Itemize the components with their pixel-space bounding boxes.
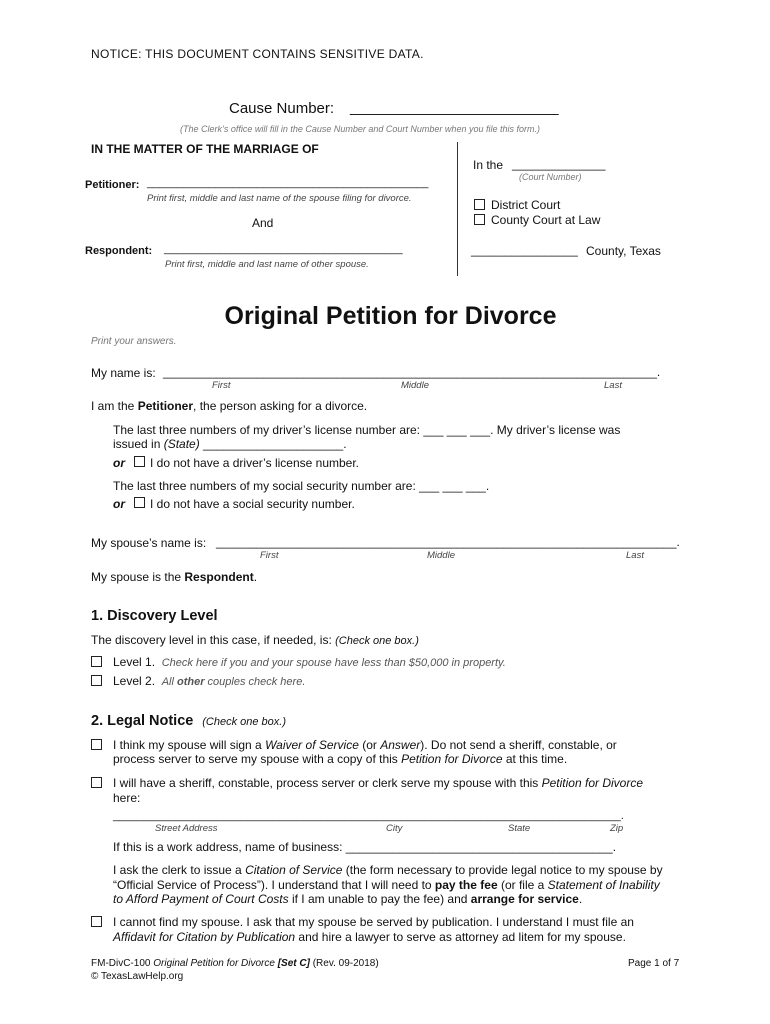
my-name-middle-hint: Middle bbox=[401, 380, 429, 391]
section-2-heading: 2. Legal Notice (Check one box.) bbox=[91, 713, 286, 729]
level-1-checkbox[interactable] bbox=[91, 656, 102, 667]
no-license-label: I do not have a driver’s license number. bbox=[150, 456, 360, 470]
court-number-field[interactable]: ______________ bbox=[512, 157, 606, 171]
serve-option-line-1: I will have a sheriff, constable, process server or clerk serve my spouse with this Petition for Divorce bbox=[113, 776, 643, 790]
form-id: FM-DivC-100 Original Petition for Divorce [Set C] (Rev. 09-2018) bbox=[91, 958, 379, 969]
waiver-checkbox[interactable] bbox=[91, 739, 102, 750]
street-address-hint: Street Address bbox=[155, 823, 218, 834]
serve-spouse-checkbox[interactable] bbox=[91, 777, 102, 788]
and-label: And bbox=[252, 216, 274, 230]
waiver-option-line-1: I think my spouse will sign a Waiver of Service (or Answer). Do not send a sheriff, constable, or bbox=[113, 738, 617, 752]
license-number-line: The last three numbers of my driver’s license number are: ___ ___ ___. My driver’s license was bbox=[113, 423, 621, 437]
respondent-hint: Print first, middle and last name of other spouse. bbox=[165, 259, 369, 270]
my-name-field[interactable]: __________________________________________________________________________. bbox=[163, 365, 661, 379]
serve-option-line-2: here: bbox=[113, 791, 141, 805]
spouse-first-hint: First bbox=[260, 550, 279, 561]
publication-option-line-2: Affidavit for Citation by Publication and hire a lawyer to serve as attorney ad litem for my spouse. bbox=[113, 930, 626, 944]
cause-number-label: Cause Number: bbox=[229, 100, 335, 117]
business-name-field[interactable]: ________________________________________. bbox=[345, 840, 617, 854]
spouse-name-field[interactable]: _____________________________________________________________________. bbox=[216, 535, 680, 549]
petitioner-name-field[interactable]: ______________________________________________ bbox=[147, 177, 429, 189]
level-1-option: Level 1. Check here if you and your spouse have less than $50,000 in property. bbox=[113, 655, 506, 669]
respondent-statement: My spouse is the Respondent. bbox=[91, 570, 258, 584]
cause-number-field[interactable]: _________________________ bbox=[350, 99, 559, 116]
no-ssn-checkbox[interactable] bbox=[134, 497, 145, 508]
matter-heading: IN THE MATTER OF THE MARRIAGE OF bbox=[91, 142, 319, 156]
discovery-intro: The discovery level in this case, if needed, is: (Check one box.) bbox=[91, 633, 419, 647]
county-court-checkbox[interactable] bbox=[474, 214, 485, 225]
respondent-label: Respondent: bbox=[85, 245, 153, 257]
work-address-line: If this is a work address, name of business: ________________________________________. bbox=[113, 840, 617, 854]
no-ssn-label: I do not have a social security number. bbox=[150, 497, 355, 511]
section-1-heading: 1. Discovery Level bbox=[91, 608, 218, 624]
district-court-checkbox[interactable] bbox=[474, 199, 485, 210]
state-hint: State bbox=[508, 823, 531, 834]
county-texas-label: County, Texas bbox=[586, 244, 661, 258]
page-title: Original Petition for Divorce bbox=[224, 302, 557, 330]
respondent-name-field[interactable]: _______________________________________ bbox=[164, 243, 403, 255]
citation-line-1: I ask the clerk to issue a Citation of Service (the form necessary to provide legal notice to my spouse by bbox=[113, 863, 663, 877]
level-2-option: Level 2. All other couples check here. bbox=[113, 674, 306, 688]
level-2-checkbox[interactable] bbox=[91, 675, 102, 686]
petitioner-statement: I am the Petitioner, the person asking for a divorce. bbox=[91, 399, 368, 413]
court-number-hint: (Court Number) bbox=[519, 172, 582, 182]
publication-checkbox[interactable] bbox=[91, 916, 102, 927]
citation-line-2: “Official Service of Process”). I understand that I will need to pay the fee (or file a Statement of Inability bbox=[113, 878, 660, 892]
ssn-number-line: The last three numbers of my social security number are: ___ ___ ___. bbox=[113, 479, 490, 493]
petitioner-label: Petitioner: bbox=[85, 179, 140, 191]
spouse-middle-hint: Middle bbox=[427, 550, 455, 561]
citation-line-3: to Afford Payment of Court Costs if I am unable to pay the fee) and arrange for service. bbox=[113, 892, 583, 906]
page-number: Page 1 of 7 bbox=[628, 958, 680, 969]
no-license-checkbox[interactable] bbox=[134, 456, 145, 467]
county-name-field[interactable]: ________________ bbox=[471, 243, 578, 257]
license-state-line: issued in (State) _____________________. bbox=[113, 437, 347, 451]
spouse-last-hint: Last bbox=[626, 550, 644, 561]
county-court-label: County Court at Law bbox=[491, 213, 601, 227]
in-the-label: In the bbox=[473, 158, 504, 172]
spouse-name-label: My spouse’s name is: bbox=[91, 536, 207, 550]
zip-hint: Zip bbox=[610, 823, 624, 834]
sensitive-data-notice: NOTICE: THIS DOCUMENT CONTAINS SENSITIVE DATA. bbox=[91, 47, 424, 61]
my-name-last-hint: Last bbox=[604, 380, 622, 391]
or-label: or bbox=[113, 456, 125, 470]
caption-divider bbox=[457, 142, 458, 276]
copyright: © TexasLawHelp.org bbox=[91, 971, 184, 982]
service-address-field[interactable]: ___________________________________________________________________________________. bbox=[113, 810, 624, 822]
waiver-option-line-2: process server to serve my spouse with a copy of this Petition for Divorce at this time. bbox=[113, 752, 568, 766]
publication-option-line-1: I cannot find my spouse. I ask that my spouse be served by publication. I understand I must file an bbox=[113, 915, 634, 929]
cause-number-hint: (The Clerk’s office will fill in the Cause Number and Court Number when you file this form.) bbox=[180, 124, 540, 134]
district-court-label: District Court bbox=[491, 198, 561, 212]
my-name-label: My name is: bbox=[91, 366, 156, 380]
my-name-first-hint: First bbox=[212, 380, 231, 391]
petitioner-hint: Print first, middle and last name of the spouse filing for divorce. bbox=[147, 193, 412, 204]
city-hint: City bbox=[386, 823, 403, 834]
or-label: or bbox=[113, 497, 125, 511]
print-answers-hint: Print your answers. bbox=[91, 336, 177, 347]
